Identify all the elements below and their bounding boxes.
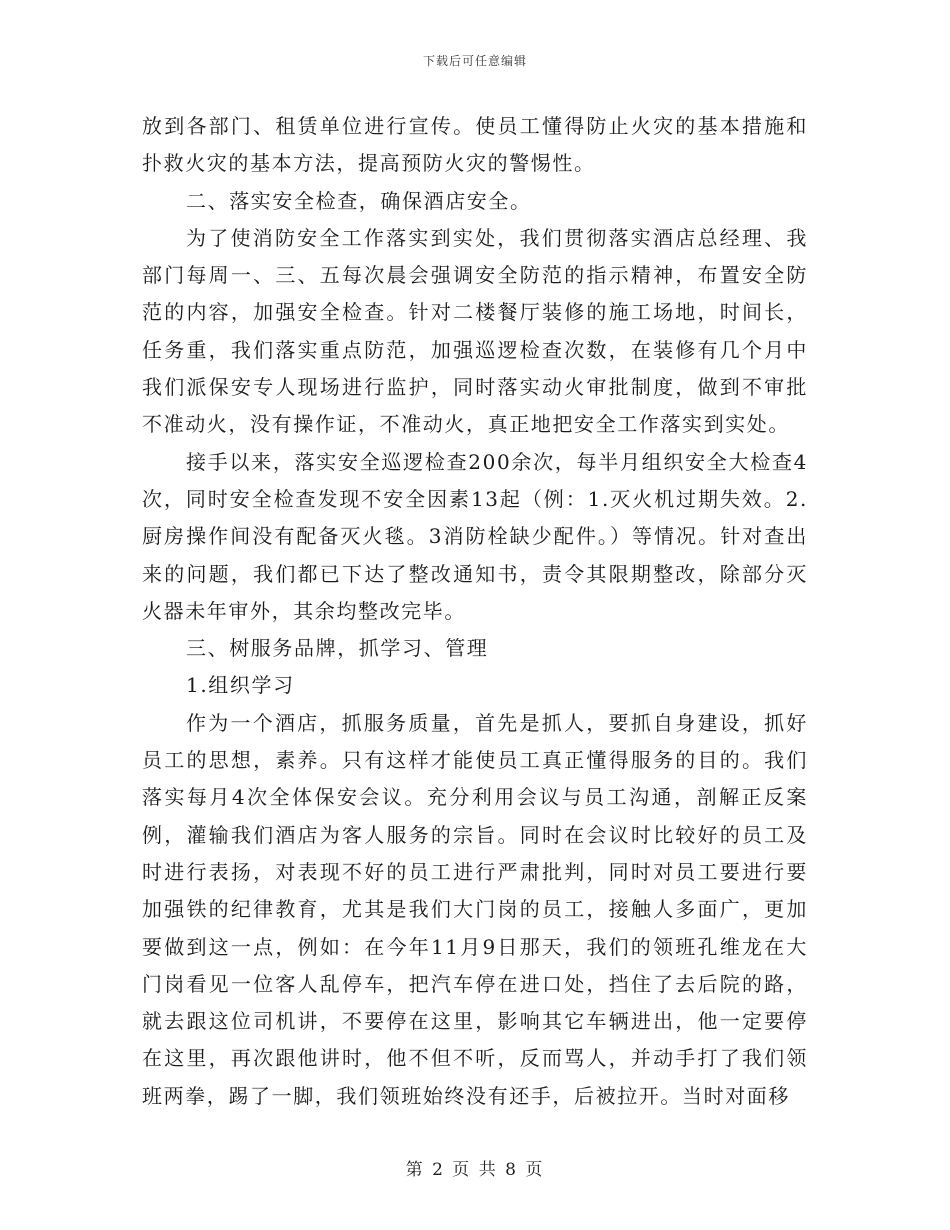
paragraph-3: 为了使消防安全工作落实到实处，我们贯彻落实酒店总经理、我部门每周一、三、五每次晨会强调安全防范的指示精神，布置安全防范的内容，加强安全检查。针对二楼餐厅装修的施工场地，时间长，任务重，我们落实重点防范，加强巡逻检查次数，在装修有几个月中我们派保安专人现场进行监护，同时落实动火审批制度，做到不审批不准动火，没有操作证，不准动火，真正地把安全工作落实到实处。 [142, 225, 808, 437]
document-body [142, 108, 808, 1115]
page-footer: 第 2 页 共 8 页 [405, 1160, 545, 1180]
subsection-heading-1: 1.组织学习 [186, 673, 295, 698]
paragraph-1: 放到各部门、租赁单位进行宣传。使员工懂得防止火灾的基本措施和扑救火灾的基本方法，提高预防火灾的警惕性。 [142, 114, 808, 176]
paragraph-7: 作为一个酒店，抓服务质量，首先是抓人，要抓自身建设，抓好员工的思想，素养。只有这样才能使员工真正懂得服务的目的。我们落实每月4次全体保安会议。充分利用会议与员工沟通，剖解正反案例，灌输我们酒店为客人服务的宗旨。同时在会议时比较好的员工及时进行表扬，对表现不好的员工进行严肃批判，同时对员工要进行要加强铁的纪律教育，尤其是我们大门岗的员工，接触人多面广，更加要做到这一点，例如：在今年11月9日那天，我们的领班孔维龙在大门岗看见一位客人乱停车，把汽车停在进口处，挡住了去后院的路，就去跟这位司机讲，不要停在这里，影响其它车辆进出，他一定要停在这里，再次跟他讲时，他不但不听，反而骂人，并动手打了我们领班两拳，踢了一脚，我们领班始终没有还手，后被拉开。当时对面移 [142, 710, 808, 1108]
paragraph-4: 接手以来，落实安全巡逻检查200余次，每半月组织安全大检查4次，同时安全检查发现不安全因素13起（例：1.灭火机过期失效。2.厨房操作间没有配备灭火毯。3消防栓缺少配件。）等情况。针对查出来的问题，我们都已下达了整改通知书，责令其限期整改，除部分灭火器未年审外，其余均整改完毕。 [142, 449, 808, 623]
page-header: 下载后可任意编辑 [422, 54, 527, 68]
section-heading-2: 二、落实安全检查，确保酒店安全。 [186, 188, 532, 213]
section-heading-3: 三、树服务品牌，抓学习、管理 [186, 636, 489, 661]
